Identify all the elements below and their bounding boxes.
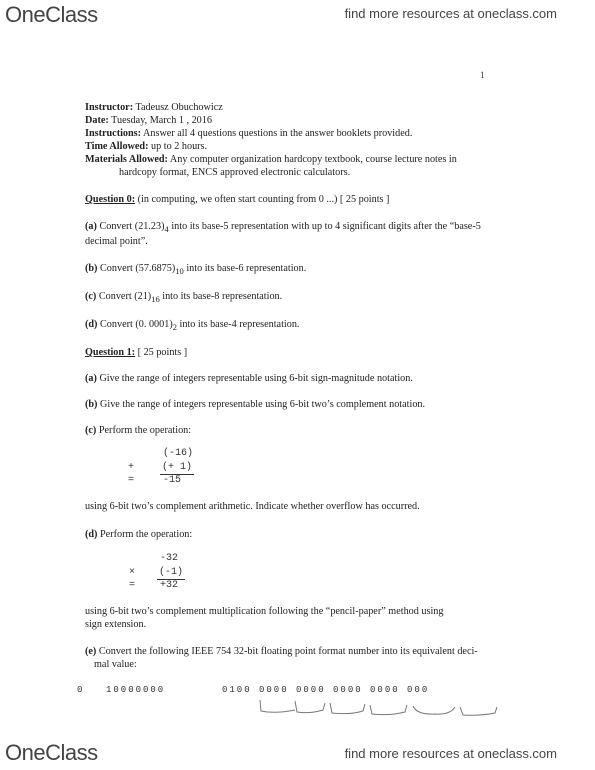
q0-d-text: Convert (0. 0001) <box>97 319 173 330</box>
q0-a-text-2: into its base-5 representation with up to 4 significant digits after the “base-5 <box>168 221 481 232</box>
q0-d-text-2: into its base-4 representation. <box>176 319 300 330</box>
q0-c-base: 16 <box>151 294 160 305</box>
instructor-value: Tadeusz Obuchowicz <box>133 102 223 113</box>
time-label: Time Allowed: <box>85 141 149 152</box>
q0-b-text: Convert (57.6875) <box>97 263 176 274</box>
q1-part-a <box>85 372 413 385</box>
q0-a-label: (a) <box>85 221 97 232</box>
q0-b-base: 10 <box>175 266 184 277</box>
q1-a-text: Give the range of integers representable using 6-bit sign-magnitude notation. <box>96 373 413 384</box>
q1-c-note: using 6-bit two’s complement arithmetic. Indicate whether overflow has occurred. <box>85 501 420 512</box>
question-0-subtitle: (in computing, we often start counting from 0 ...) [ 25 points ] <box>135 194 390 205</box>
q1-d-note: using 6-bit two’s complement multiplication following the “pencil-paper” method using <box>85 606 444 617</box>
materials-line-2: hardcopy format, ENCS approved electronic calculators. <box>119 167 351 178</box>
q0-a-text: Convert (21.23) <box>96 221 165 232</box>
q0-d-label: (d) <box>85 319 98 330</box>
q1-d-result: +32 <box>160 580 179 591</box>
materials-line <box>85 153 457 166</box>
date-value: Tuesday, March 1 , 2016 <box>108 115 212 126</box>
q1-a-label: (a) <box>85 373 97 384</box>
q1-e-text-2: mal value: <box>94 659 137 670</box>
bottom-brand-bar <box>0 738 595 770</box>
ieee-mantissa-bits: 0100 0000 0000 0000 0000 000 <box>222 685 430 695</box>
q1-e-text: Convert the following IEEE 754 32-bit floating point format number into its equivalent deci- <box>96 646 478 657</box>
q0-part-b <box>85 262 306 278</box>
q0-part-d <box>85 318 299 334</box>
instructions-line <box>85 127 412 140</box>
q1-b-label: (b) <box>85 399 98 410</box>
q1-c-operand-2: (+ 1) <box>162 462 193 473</box>
time-line <box>85 140 207 153</box>
oneclass-logo-bottom[interactable]: OneClass <box>5 740 98 765</box>
q1-d-times-sign: × <box>129 567 136 578</box>
q1-d-operand-1: -32 <box>160 553 179 564</box>
q1-d-operand-2: (-1) <box>159 567 184 578</box>
q0-b-text-2: into its base-6 representation. <box>183 263 307 274</box>
q0-a-base: 4 <box>164 224 169 235</box>
question-1-heading <box>85 346 187 359</box>
q1-part-d <box>85 528 192 541</box>
question-0-title: Question 0: <box>85 194 136 205</box>
q0-part-a-cont: decimal point”. <box>85 236 148 247</box>
q1-d-label: (d) <box>85 529 98 540</box>
question-1-title: Question 1: <box>85 347 136 358</box>
handwritten-brackets <box>255 697 505 719</box>
resources-link[interactable]: find more resources at oneclass.com <box>344 6 557 21</box>
q1-e-label: (e) <box>85 646 97 657</box>
ieee-sign-bit: 0 <box>77 685 85 695</box>
q0-c-text-2: into its base-8 representation. <box>159 291 283 302</box>
question-0-heading <box>85 193 389 206</box>
q1-part-c <box>85 424 191 437</box>
q1-d-equals-sign: = <box>129 580 136 591</box>
time-value: up to 2 hours. <box>148 141 208 152</box>
page-number: 1 <box>480 70 485 80</box>
q1-c-text: Perform the operation: <box>96 425 192 436</box>
instructor-line <box>85 101 223 114</box>
q1-b-text: Give the range of integers representable using 6-bit two’s complement notation. <box>97 399 426 410</box>
ieee-exponent-bits: 10000000 <box>106 685 166 695</box>
oneclass-logo[interactable]: OneClass <box>5 2 98 27</box>
q0-d-base: 2 <box>172 322 177 333</box>
materials-label: Materials Allowed: <box>85 154 168 165</box>
instructor-label: Instructor: <box>85 102 134 113</box>
date-label: Date: <box>85 115 109 126</box>
q0-c-label: (c) <box>85 291 97 302</box>
materials-value: Any computer organization hardcopy textbook, course lecture notes in <box>167 154 457 165</box>
q0-c-text: Convert (21) <box>96 291 152 302</box>
date-line <box>85 114 212 127</box>
q1-d-text: Perform the operation: <box>97 529 193 540</box>
top-brand-bar <box>0 0 595 30</box>
q1-c-label: (c) <box>85 425 97 436</box>
instructions-value: Answer all 4 questions questions in the answer booklets provided. <box>141 128 413 139</box>
q0-part-a <box>85 220 481 236</box>
q1-c-result: -15 <box>163 475 182 486</box>
resources-link-bottom[interactable]: find more resources at oneclass.com <box>344 746 557 761</box>
q1-part-e <box>85 645 478 658</box>
q0-b-label: (b) <box>85 263 98 274</box>
instructions-label: Instructions: <box>85 128 142 139</box>
q1-c-plus-sign: + <box>128 462 135 473</box>
q1-c-operand-1: (-16) <box>163 448 194 459</box>
q1-part-b <box>85 398 425 411</box>
q1-d-note-2: sign extension. <box>85 619 147 630</box>
q1-c-equals-sign: = <box>128 475 135 486</box>
q0-part-c <box>85 290 282 306</box>
question-1-subtitle: [ 25 points ] <box>135 347 188 358</box>
